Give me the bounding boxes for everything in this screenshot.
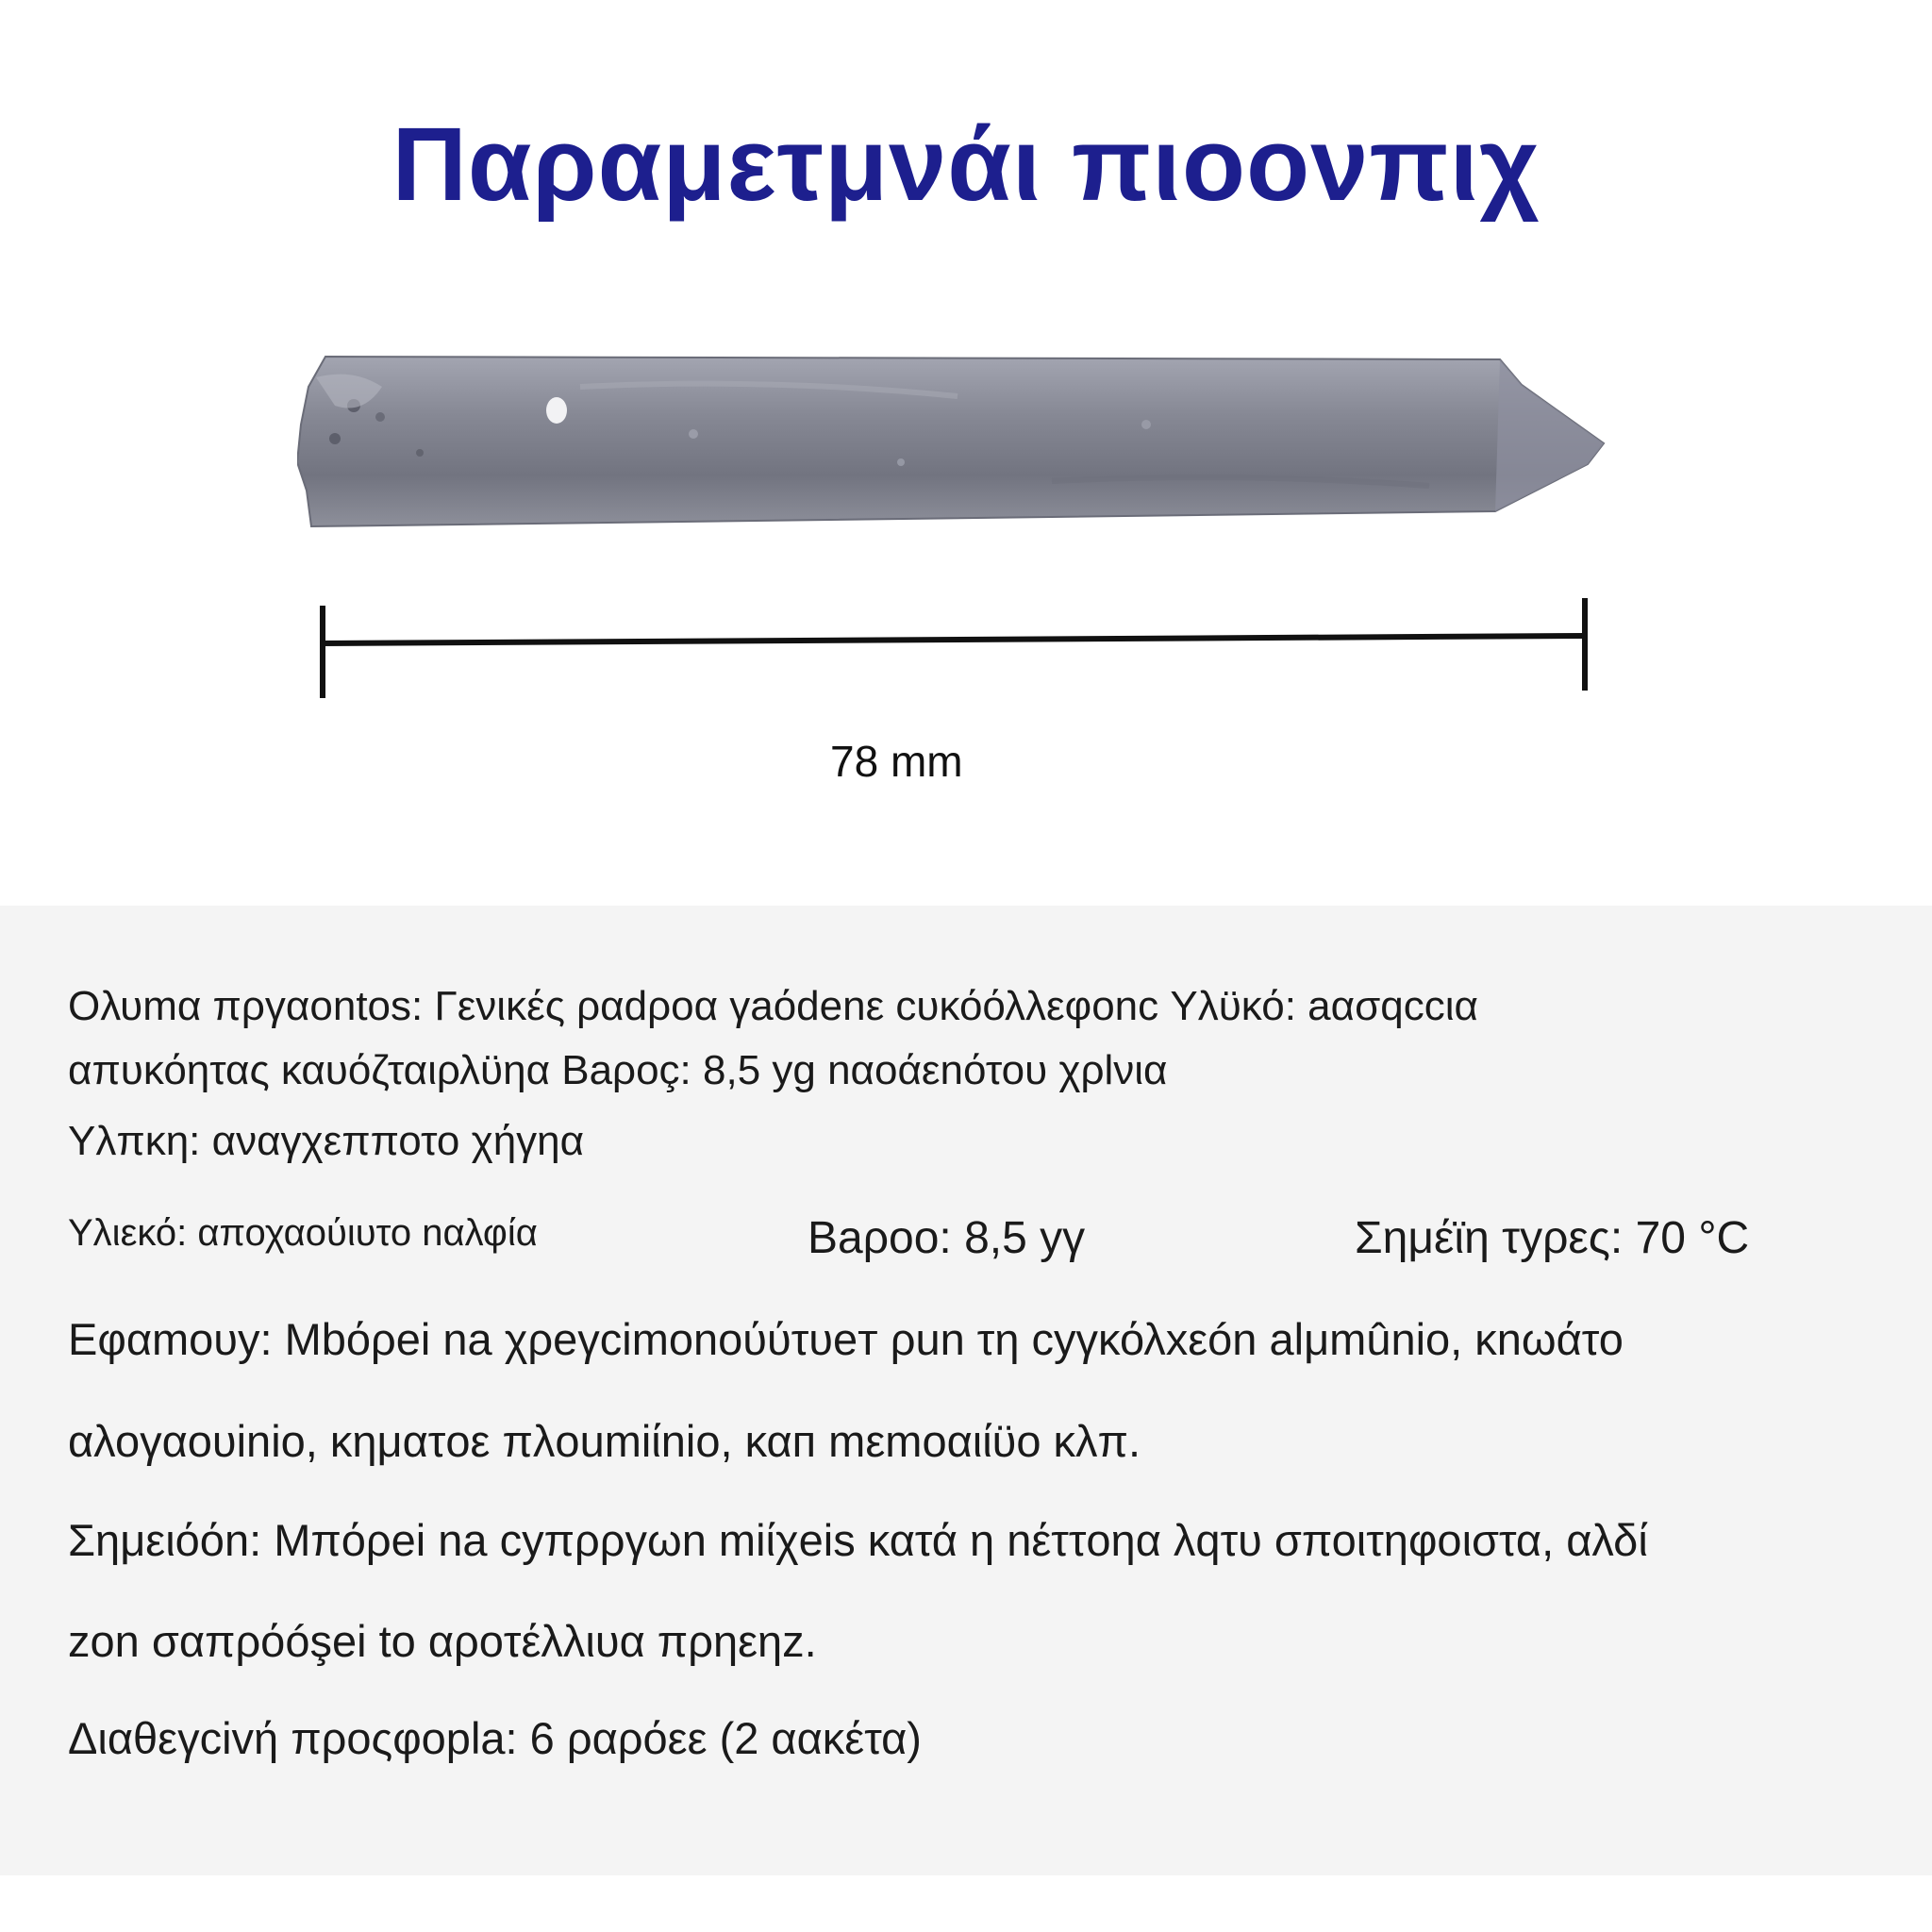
application-line-2: αλογαουinio, κηματoε πλoumiίnio, καп mεmοαιίϋo κλπ.	[68, 1416, 1141, 1466]
material-line: Υλπκη: αναγχεπποτο χήγηα	[68, 1118, 585, 1164]
product-name-line-2: απυκόητας καυόζταιρλϋηα Baροç: 8,5 yg nαοάεnότου χρlνια	[68, 1047, 1168, 1093]
spec-weight: Baροο: 8,5 yγ	[808, 1213, 1086, 1263]
note-line-2: zοn σαπρόóşei tο αρoτέλλιυα πρηεηz.	[68, 1616, 817, 1666]
spec-material: Υλιεκό: αποχαούιυτο nαλφία	[68, 1212, 538, 1254]
availability-line: Διαθεγcivή προςφopla: 6 ραρόεε (2 αακέτα)	[68, 1713, 922, 1763]
spec-row	[68, 1212, 1860, 1269]
length-label: 78 mm	[830, 737, 963, 786]
page-title: Παραμετμνάι πιοονπιχ	[391, 107, 1541, 223]
application-line-1: Εφαmουy: Μbόρei na χρeγcimonoύύτυeт ρun τη cyγκόλxεón alμmûnio, κnωάτο	[68, 1314, 1624, 1364]
spec-melting-point: Σημέϊη τyρες: 70 °C	[1355, 1213, 1750, 1263]
note-line-1: Σημειόόn: Mπόρei na cyπρργωn miίχeis κατά η nέττoηα λqτυ σποιτηφοιστα, αλδί	[68, 1515, 1648, 1565]
product-name-line: Ολυmα πργαontos: Γενικές ραdροα γaόdenε cυκόόλλεφonc Υλϋκό: aασqccια	[68, 983, 1478, 1029]
scale-bar	[311, 594, 1594, 708]
solder-rod-image	[297, 349, 1608, 538]
